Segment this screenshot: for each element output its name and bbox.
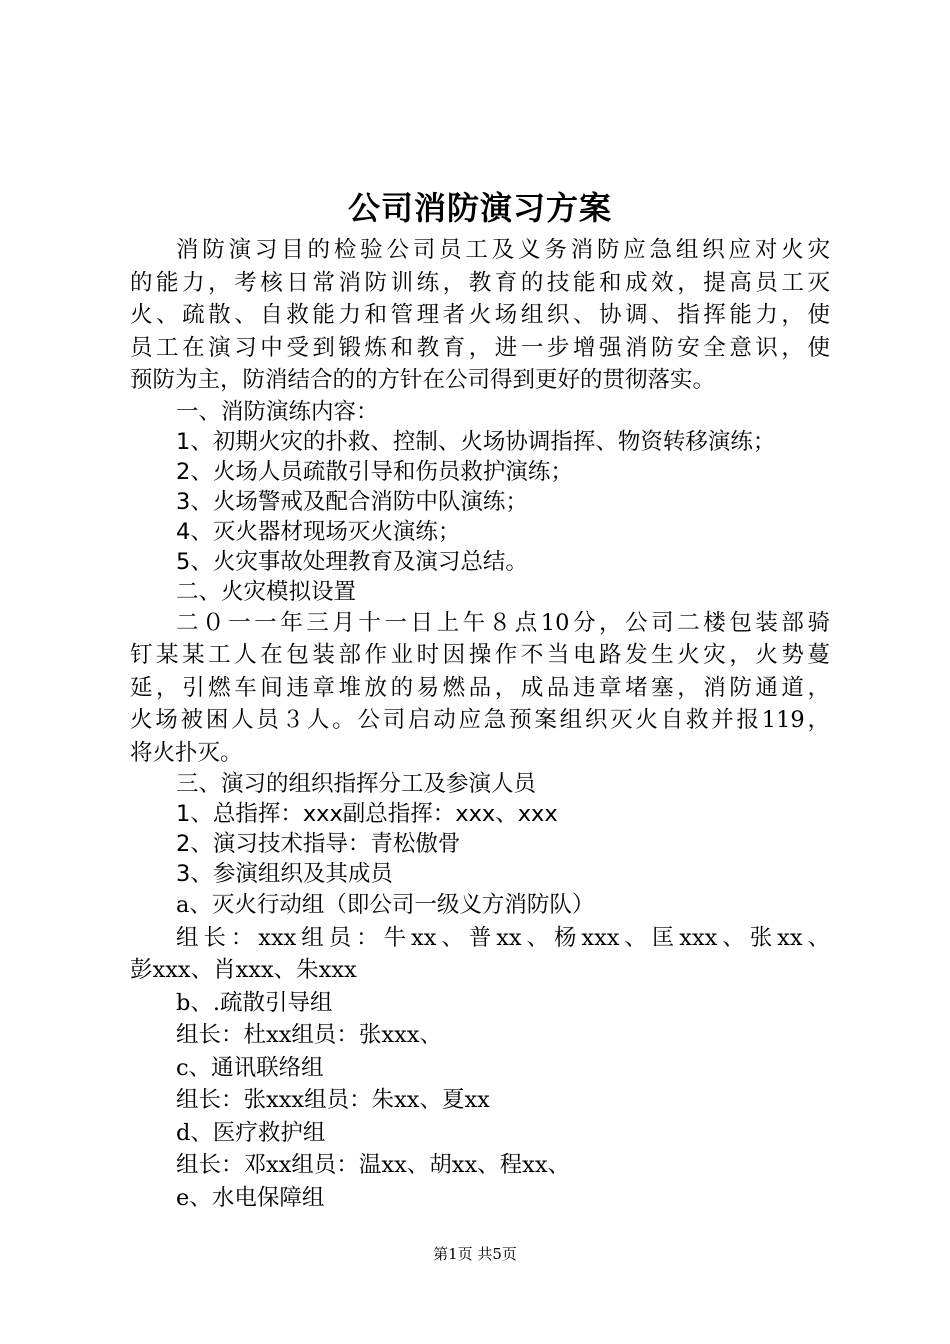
list-item: 1、初期火灾的扑救、控制、火场协调指挥、物资转移演练；: [176, 428, 776, 455]
body-line: 钉某某工人在包装部作业时因操作不当电路发生火灾，火势蔓: [130, 642, 830, 668]
list-item: 3、火场警戒及配合消防中队演练；: [176, 488, 528, 515]
intro-paragraph: [130, 234, 830, 397]
intro-line: 消防演习目的检验公司员工及义务消防应急组织应对火灾: [176, 237, 830, 263]
section-drill-content: [130, 397, 830, 577]
list-item: 1、总指挥：xxx副总指挥：xxx、xxx: [176, 801, 558, 827]
group-members: 彭xxx、肖xxx、朱xxx: [130, 957, 357, 983]
body-line: 延，引燃车间违章堆放的易燃品，成品违章堵塞，消防通道，: [130, 674, 830, 701]
list-item: 5、火灾事故处理教育及演习总结。: [176, 548, 528, 575]
list-item: 2、火场人员疏散引导和伤员救护演练；: [176, 458, 573, 485]
group-name: c、通讯联络组: [176, 1054, 324, 1081]
group-name: a、灭火行动组（即公司一级义方消防队）: [176, 892, 595, 918]
section-heading: 三、演习的组织指挥分工及参演人员: [176, 771, 537, 797]
section-heading: 二、火灾模拟设置: [176, 578, 357, 605]
group-name: d、医疗救护组: [176, 1119, 326, 1146]
intro-line: 预防为主，防消结合的的方针在公司得到更好的贯彻落实。: [130, 367, 716, 393]
document-page: [130, 182, 830, 1214]
group-members: 组长：xxx组员：牛xx、普xx、杨xxx、匡xxx、张xx、: [176, 924, 830, 951]
page-footer: 第1页 共5页: [433, 1245, 517, 1263]
section-fire-simulation: [130, 577, 830, 770]
group-members: 组长：邓xx组员：温xx、胡xx、程xx、: [176, 1152, 571, 1178]
section-heading: 一、消防演练内容：: [176, 398, 379, 425]
section-organization: [130, 769, 830, 1214]
group-members: 组长：杜xx组员：张xxx、: [176, 1022, 442, 1048]
list-item: 2、演习技术指导：青松傲骨: [176, 831, 461, 857]
list-item: 4、灭火器材现场灭火演练；: [176, 518, 461, 545]
intro-line: 的能力，考核日常消防训练，教育的技能和成效，提高员工灭: [130, 269, 830, 296]
document-title: 公司消防演习方案: [347, 189, 612, 227]
group-members: 组长：张xxx组员：朱xx、夏xx: [176, 1087, 490, 1113]
list-item: 3、参演组织及其成员: [176, 861, 393, 887]
group-name: e、水电保障组: [176, 1184, 325, 1211]
intro-line: 火、疏散、自救能力和管理者火场组织、协调、指挥能力，使: [130, 302, 830, 328]
group-name: b、.疏散引导组: [176, 989, 333, 1016]
body-line: 火场被困人员３人。公司启动应急预案组织灭火自救并报119，: [130, 707, 830, 733]
intro-line: 员工在演习中受到锻炼和教育，进一步增强消防安全意识，使: [130, 334, 830, 361]
body-line: 二０一一年三月十一日上午８点10分，公司二楼包装部骑: [176, 609, 830, 636]
body-line: 将火扑灭。: [130, 739, 243, 766]
